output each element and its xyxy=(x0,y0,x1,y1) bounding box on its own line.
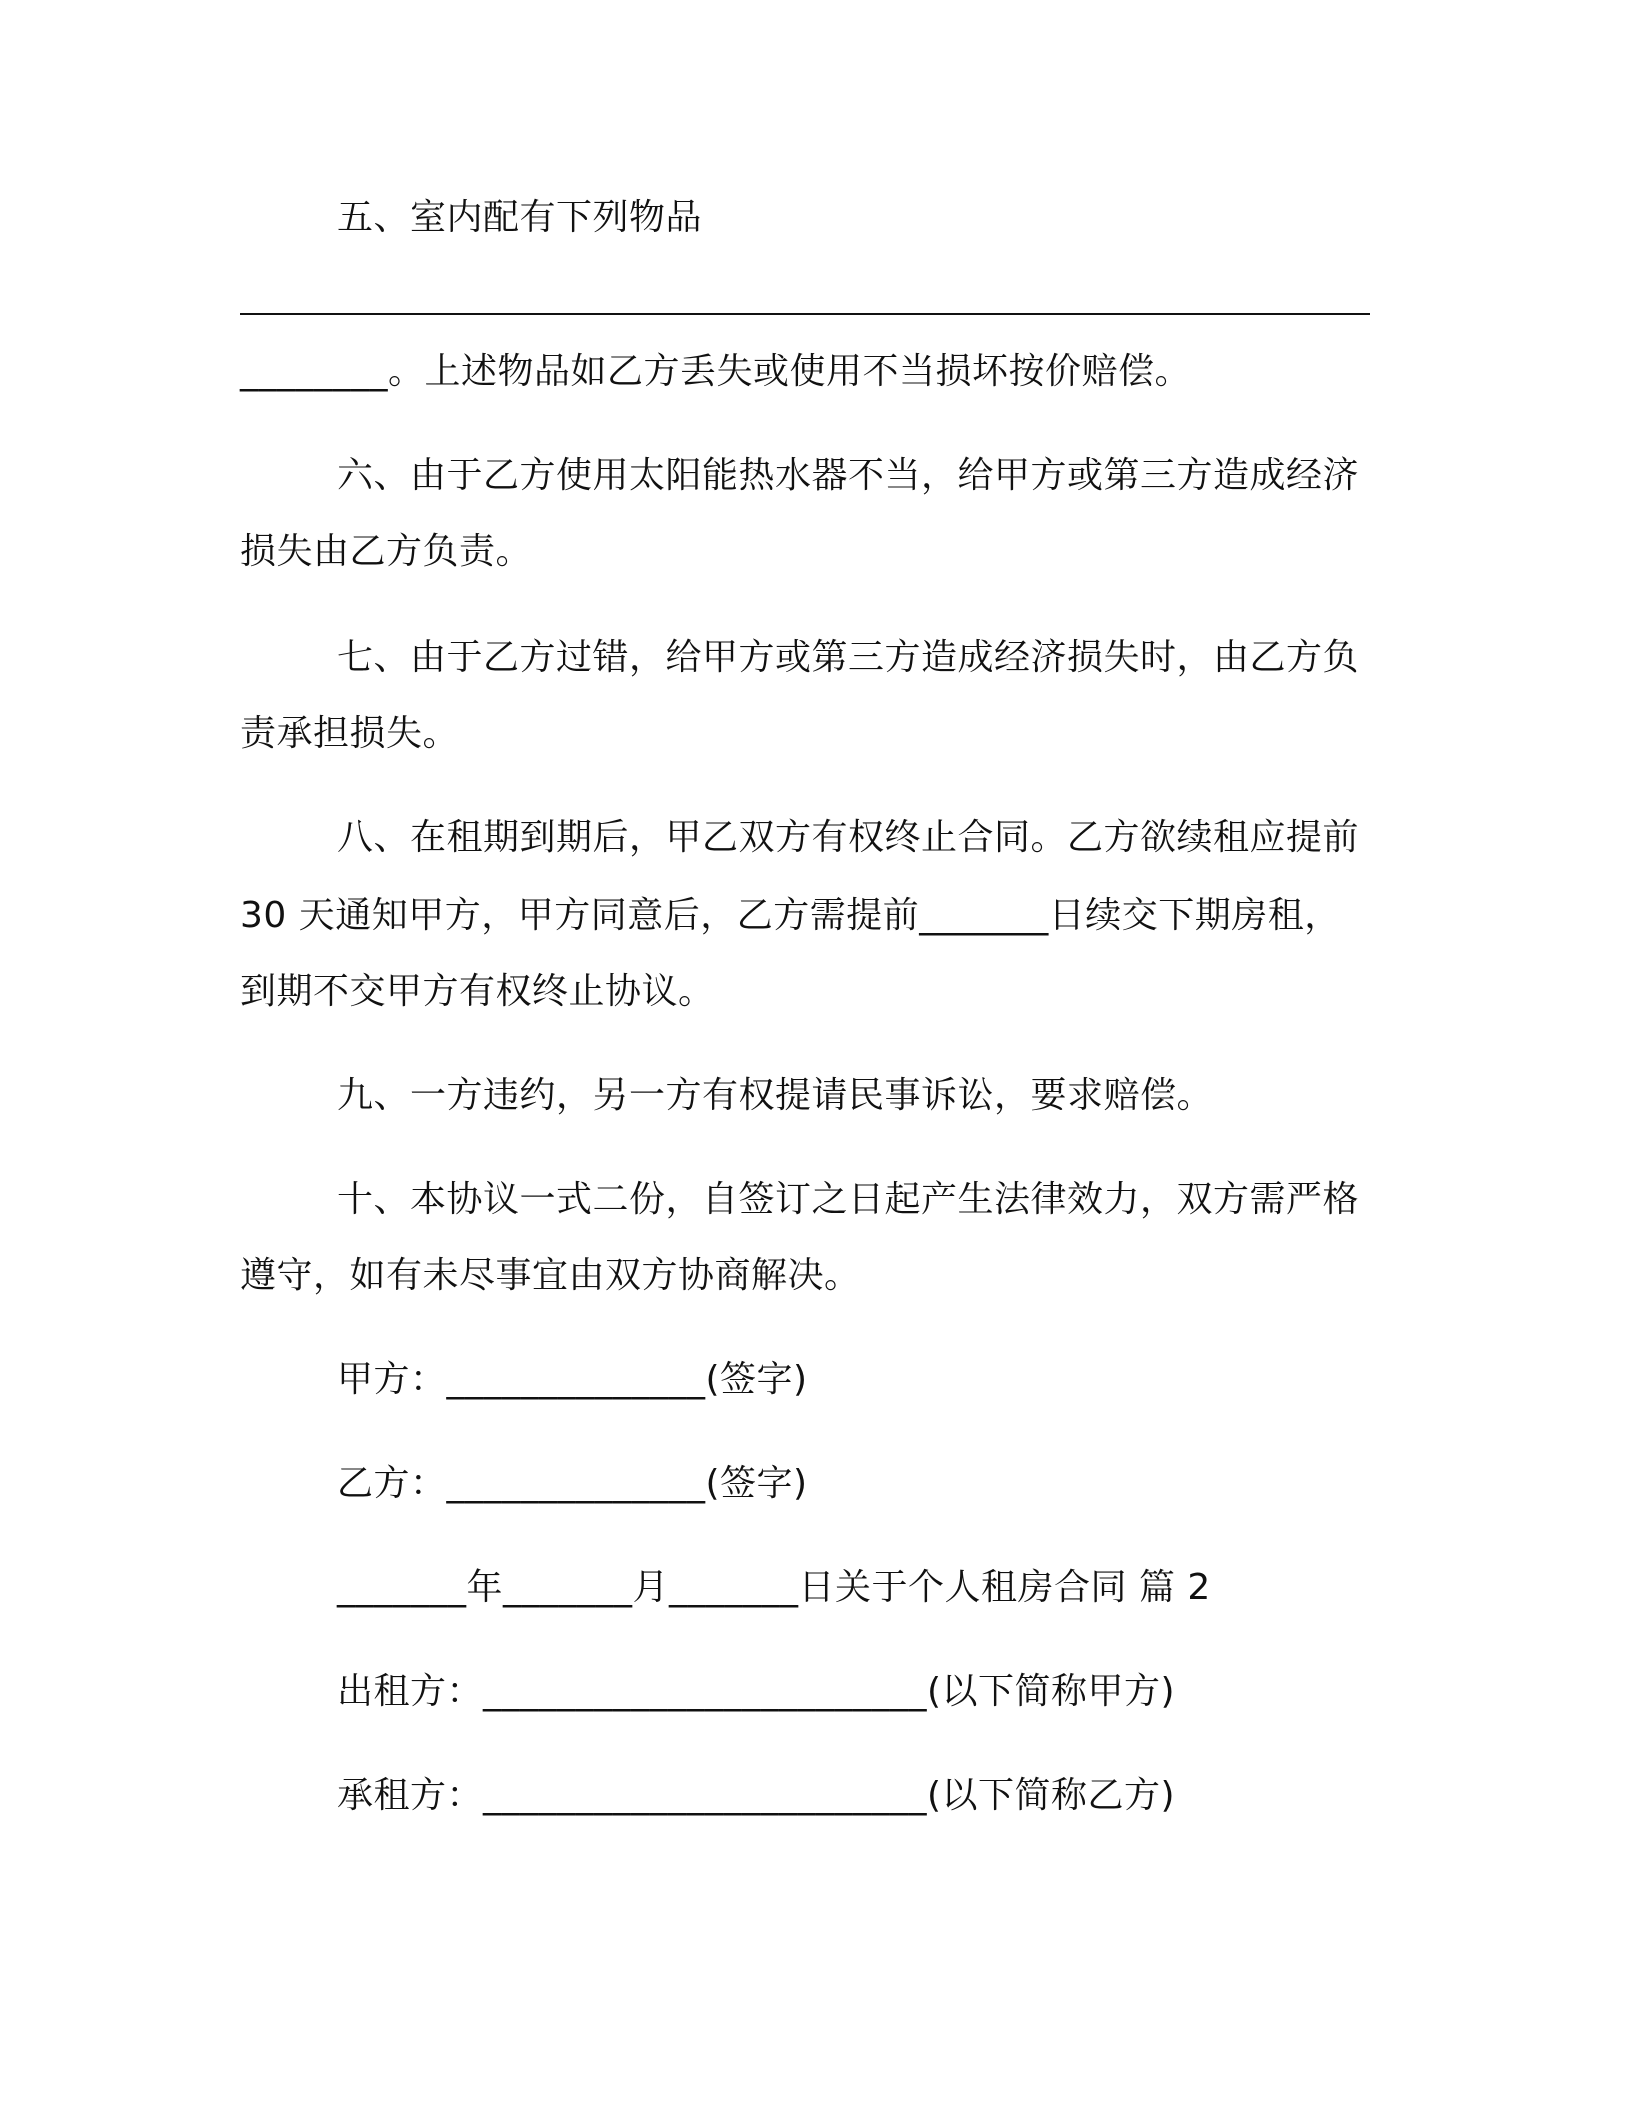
clause-5-heading: 五、室内配有下列物品 xyxy=(337,197,703,238)
party-b-signature: 乙方：______________(签字) xyxy=(337,1463,808,1504)
date-and-contract-heading: _______年_______月_______日关于个人租房合同 篇 2 xyxy=(337,1567,1211,1608)
clause-10-line-1: 十、本协议一式二份，自签订之日起产生法律效力，双方需严格 xyxy=(337,1179,1360,1220)
lessor-line: 出租方：________________________(以下简称甲方) xyxy=(337,1671,1176,1712)
party-a-signature: 甲方：______________(签字) xyxy=(337,1359,808,1400)
clause-8-line-1: 八、在租期到期后，甲乙双方有权终止合同。乙方欲续租应提前 xyxy=(337,817,1360,858)
clause-10-line-2: 遵守，如有未尽事宜由双方协商解决。 xyxy=(240,1255,861,1296)
clause-8-line-3: 到期不交甲方有权终止协议。 xyxy=(240,971,715,1012)
clause-7-line-2: 责承担损失。 xyxy=(240,713,460,754)
blank-fill-line xyxy=(240,313,1370,315)
clause-5-text: ________。上述物品如乙方丢失或使用不当损坏按价赔偿。 xyxy=(240,351,1192,392)
lessee-line: 承租方：________________________(以下简称乙方) xyxy=(337,1775,1176,1816)
clause-6-line-1: 六、由于乙方使用太阳能热水器不当，给甲方或第三方造成经济 xyxy=(337,455,1360,496)
clause-7-line-1: 七、由于乙方过错，给甲方或第三方造成经济损失时，由乙方负 xyxy=(337,637,1360,678)
clause-9: 九、一方违约，另一方有权提请民事诉讼，要求赔偿。 xyxy=(337,1075,1214,1116)
clause-8-line-2: 30 天通知甲方，甲方同意后，乙方需提前_______日续交下期房租， xyxy=(240,895,1341,936)
clause-6-line-2: 损失由乙方负责。 xyxy=(240,531,533,572)
